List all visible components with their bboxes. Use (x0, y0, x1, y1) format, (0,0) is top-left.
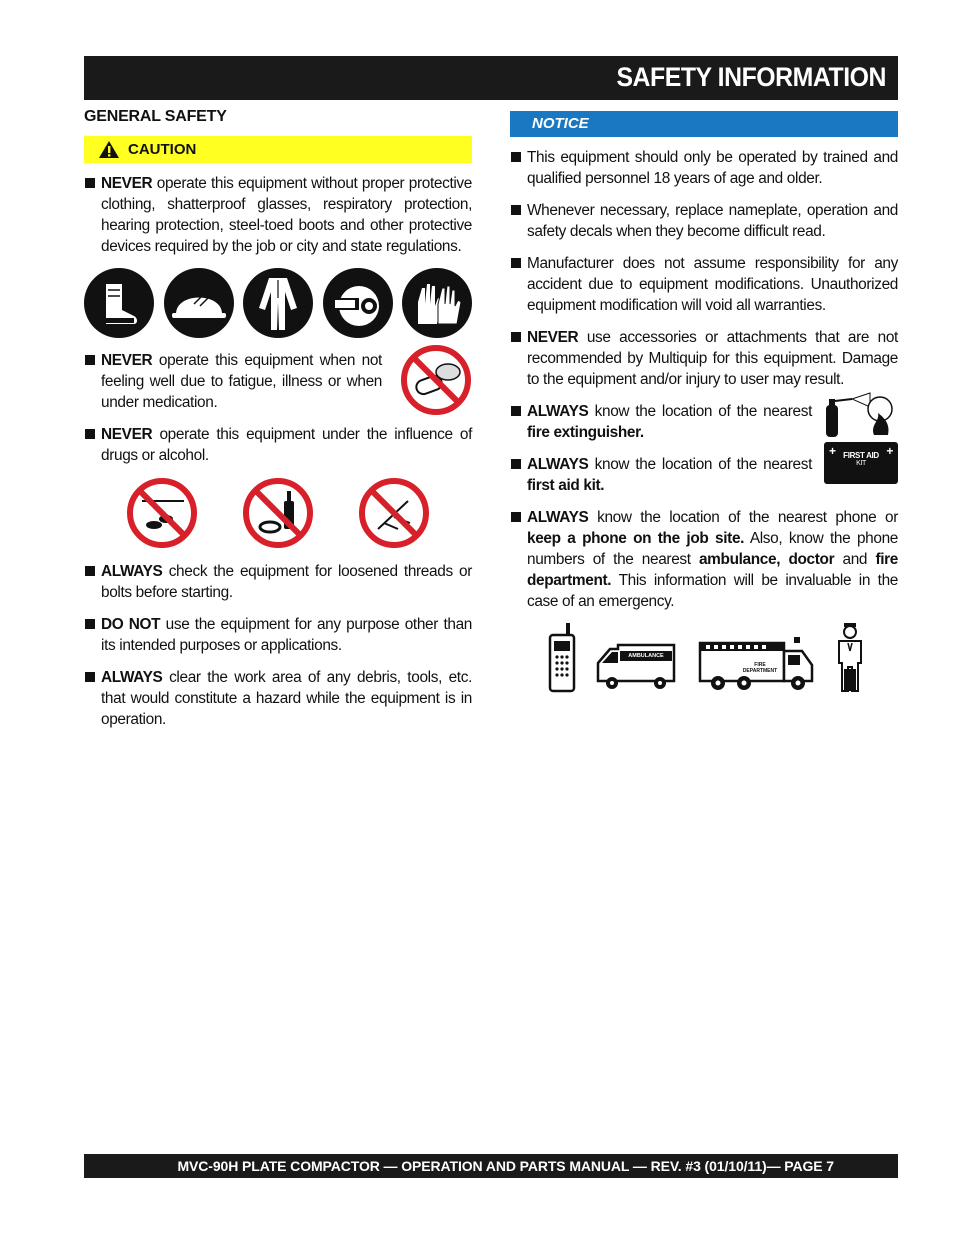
coverall-icon (243, 268, 313, 338)
phone-icon (548, 623, 576, 693)
emergency-icons (510, 623, 898, 693)
no-drugs-icon (126, 477, 198, 549)
fire-truck-icon: FIRE DEPARTMENT (698, 635, 816, 691)
list-item: NEVER use accessories or attachments that are not recommended by Multiquip for this equipment. Damage to the equipment and/or injury to user may result. (510, 327, 898, 390)
caution-bar (84, 136, 472, 163)
notice-bar (510, 111, 898, 137)
list-item: ALWAYS clear the work area of any debris, tools, etc. that would constitute a hazard while the equipment is in operation. (84, 667, 472, 730)
list-item: This equipment should only be operated by trained and qualified personnel 18 years of age and older. (510, 147, 898, 189)
list-item: NEVER operate this equipment without proper protective clothing, shatterproof glasses, respiratory protection, hearing protection, steel-toed boots and other protective devices required by the job or city and state regulations. (84, 173, 472, 257)
boot-icon (84, 268, 154, 338)
no-smoking-icon (358, 477, 430, 549)
no-medication-icon (400, 344, 472, 416)
fire-extinguisher-icon (822, 391, 898, 439)
caution-label: CAUTION (128, 141, 197, 158)
list-item: NEVER operate this equipment when not feeling well due to fatigue, illness or when under medication. (84, 350, 472, 413)
warning-triangle-icon (98, 140, 120, 159)
list-item: ALWAYS check the equipment for loosened threads or bolts before starting. (84, 561, 472, 603)
list-item: Whenever necessary, replace nameplate, operation and safety decals when they become difficult read. (510, 200, 898, 242)
doctor-icon (836, 623, 864, 693)
list-item: ALWAYS know the location of the nearest phone or keep a phone on the job site. Also, know the phone numbers of the nearest ambulance, doctor and fire department. This information will be invaluable in the case of an emergency. (510, 507, 898, 612)
footer-text: MVC-90H PLATE COMPACTOR — OPERATION AND PARTS MANUAL — REV. #3 (01/10/11)— PAGE 7 (177, 1158, 834, 1174)
list-item: ALWAYS know the location of the nearest fire extinguisher. (510, 401, 898, 443)
list-item: ALWAYS know the location of the nearest first aid kit. + FIRST AID + KIT (510, 454, 898, 496)
ambulance-icon: AMBULANCE (596, 637, 678, 691)
notice-label: NOTICE (532, 115, 589, 132)
list-item: DO NOT use the equipment for any purpose other than its intended purposes or applications. (84, 614, 472, 656)
gloves-icon (402, 268, 472, 338)
right-column (510, 111, 898, 693)
first-aid-kit-icon: + FIRST AID + KIT (824, 442, 898, 484)
hardhat-icon (164, 268, 234, 338)
header-bar (84, 56, 898, 100)
prohibition-icons (84, 477, 472, 549)
face-shield-icon (323, 268, 393, 338)
ppe-icons (84, 268, 472, 338)
no-alcohol-icon (242, 477, 314, 549)
list-item: Manufacturer does not assume responsibility for any accident due to equipment modifications. Unauthorized equipment modification will void all warranties. (510, 253, 898, 316)
footer-bar (84, 1154, 898, 1178)
left-column (84, 108, 472, 741)
page-title: SAFETY INFORMATION (616, 62, 886, 92)
section-heading: GENERAL SAFETY (84, 108, 227, 125)
list-item: NEVER operate this equipment under the influence of drugs or alcohol. (84, 424, 472, 466)
